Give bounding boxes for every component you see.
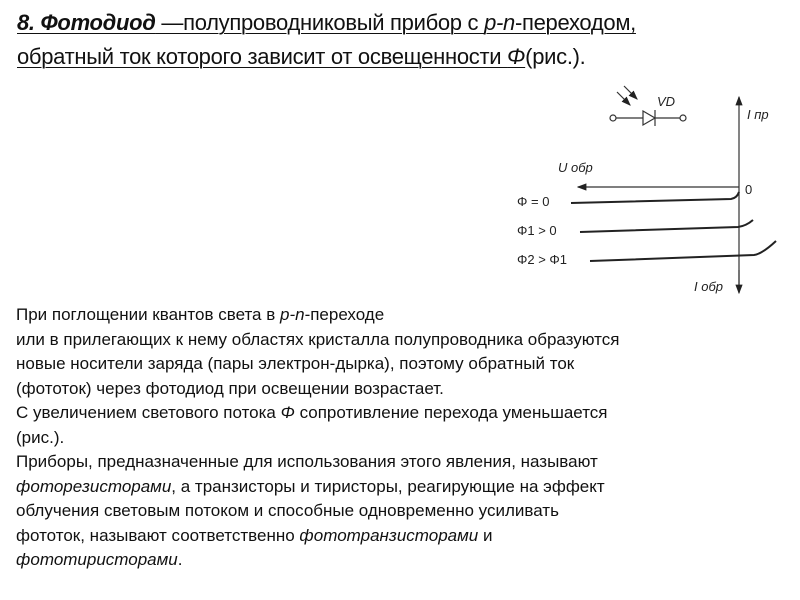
body-text xyxy=(16,303,800,573)
curve-phi-1 xyxy=(580,220,753,232)
body-line: или в прилегающих к нему областях кристалла полупроводника образуются xyxy=(16,329,620,349)
curve-label-phi-2: Φ2 > Φ1 xyxy=(517,252,568,267)
curve-phi-2 xyxy=(590,241,776,261)
title-line-1: 8. Фотодиод —полупроводниковый прибор с p-n-переходом, xyxy=(17,10,636,35)
diode-label: VD xyxy=(657,94,676,109)
body-line: облучения световым потоком и способные одновременно усиливать xyxy=(16,501,559,520)
x-axis-label: U обр xyxy=(558,160,593,175)
body-line: (фототок) через фотодиод при освещении возрастает. xyxy=(16,378,444,398)
title-line-2: обратный ток которого зависит от освещенности Φ(рис.). xyxy=(17,44,586,69)
y-pos-label: I пр xyxy=(747,107,769,122)
term: 8. Фотодиод xyxy=(17,10,156,35)
body-line: Приборы, предназначенные для использования этого явления, называют xyxy=(16,452,598,471)
curve-phi-0 xyxy=(571,192,739,203)
body-line: фототок, называют соответственно фототранзисторами и xyxy=(16,525,493,545)
body-line: новые носители заряда (пары электрон-дырка), поэтому обратный ток xyxy=(16,354,575,373)
body-line: С увеличением светового потока Φ сопротивление перехода уменьшается xyxy=(16,403,608,422)
light-arrows-icon xyxy=(617,86,637,105)
origin-label: 0 xyxy=(745,182,753,197)
body-line: При поглощении квантов света в p-n-переходе xyxy=(16,305,385,324)
y-neg-label: I обр xyxy=(694,279,723,294)
diode-symbol-icon xyxy=(610,110,686,126)
body-line: (рис.). xyxy=(16,427,65,447)
body-line: фоторезисторами, а транзисторы и тиристоры, реагирующие на эффект xyxy=(16,476,605,496)
curve-label-phi-1: Φ1 > 0 xyxy=(517,223,557,238)
curve-label-phi-0: Φ = 0 xyxy=(517,194,550,209)
body-line: фототиристорами. xyxy=(16,550,183,569)
